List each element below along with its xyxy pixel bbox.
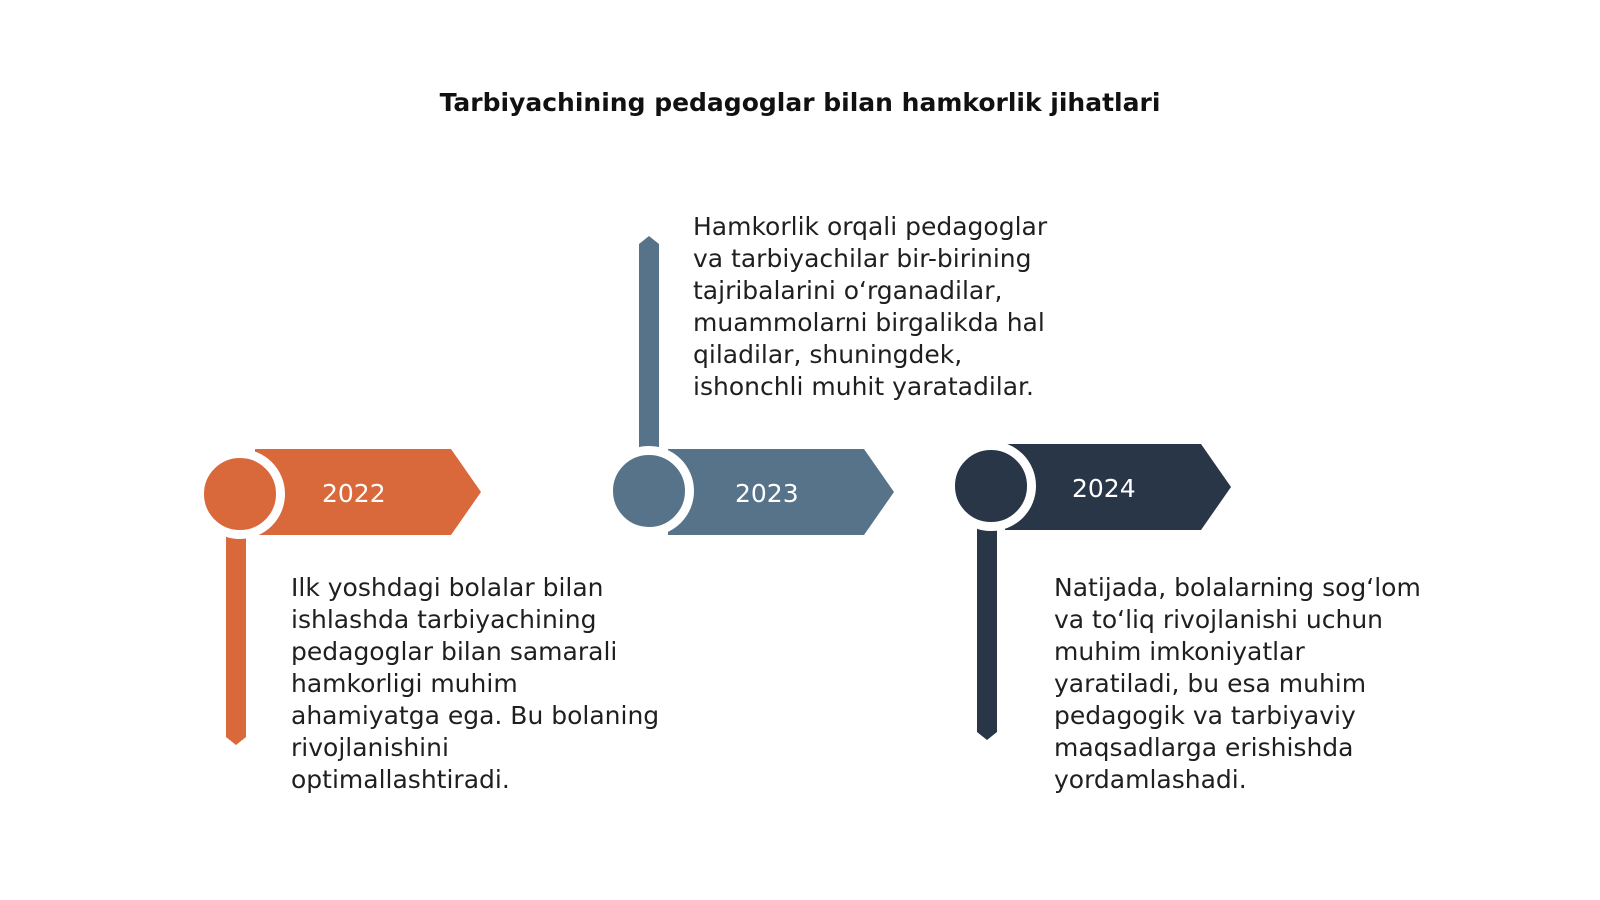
node-dot-2024 bbox=[946, 441, 1036, 531]
stem-2022 bbox=[225, 525, 247, 747]
stem-2023 bbox=[638, 236, 660, 456]
description-2022: Ilk yoshdagi bolalar bilan ishlashda tarbiyachining pedagoglar bilan samarali hamkorligi muhim ahamiyatga ega. Bu bolaning rivojlanishini optimallashtiradi. bbox=[291, 573, 660, 794]
node-dot-2023 bbox=[604, 446, 694, 536]
description-2024: Natijada, bolalarning sog‘lom va to‘liq rivojlanishi uchun muhim imkoniyatlar yaratiladi, bu esa muhim pedagogik va tarbiyaviy maqsadlarga erishishda yordamlashadi. bbox=[1054, 573, 1421, 794]
year-label-2023: 2023 bbox=[735, 479, 799, 508]
node-dot-2022 bbox=[195, 449, 285, 539]
description-2023: Hamkorlik orqali pedagoglar va tarbiyachilar bir-birining tajribalarini o‘rganadilar, muammolarni birgalikda hal qiladilar, shuningdek, ishonchli muhit yaratadilar. bbox=[693, 212, 1048, 401]
stem-2024 bbox=[976, 520, 998, 742]
year-label-2022: 2022 bbox=[322, 479, 386, 508]
year-label-2024: 2024 bbox=[1072, 474, 1136, 503]
diagram-title: Tarbiyachining pedagoglar bilan hamkorlik jihatlari bbox=[439, 88, 1161, 117]
